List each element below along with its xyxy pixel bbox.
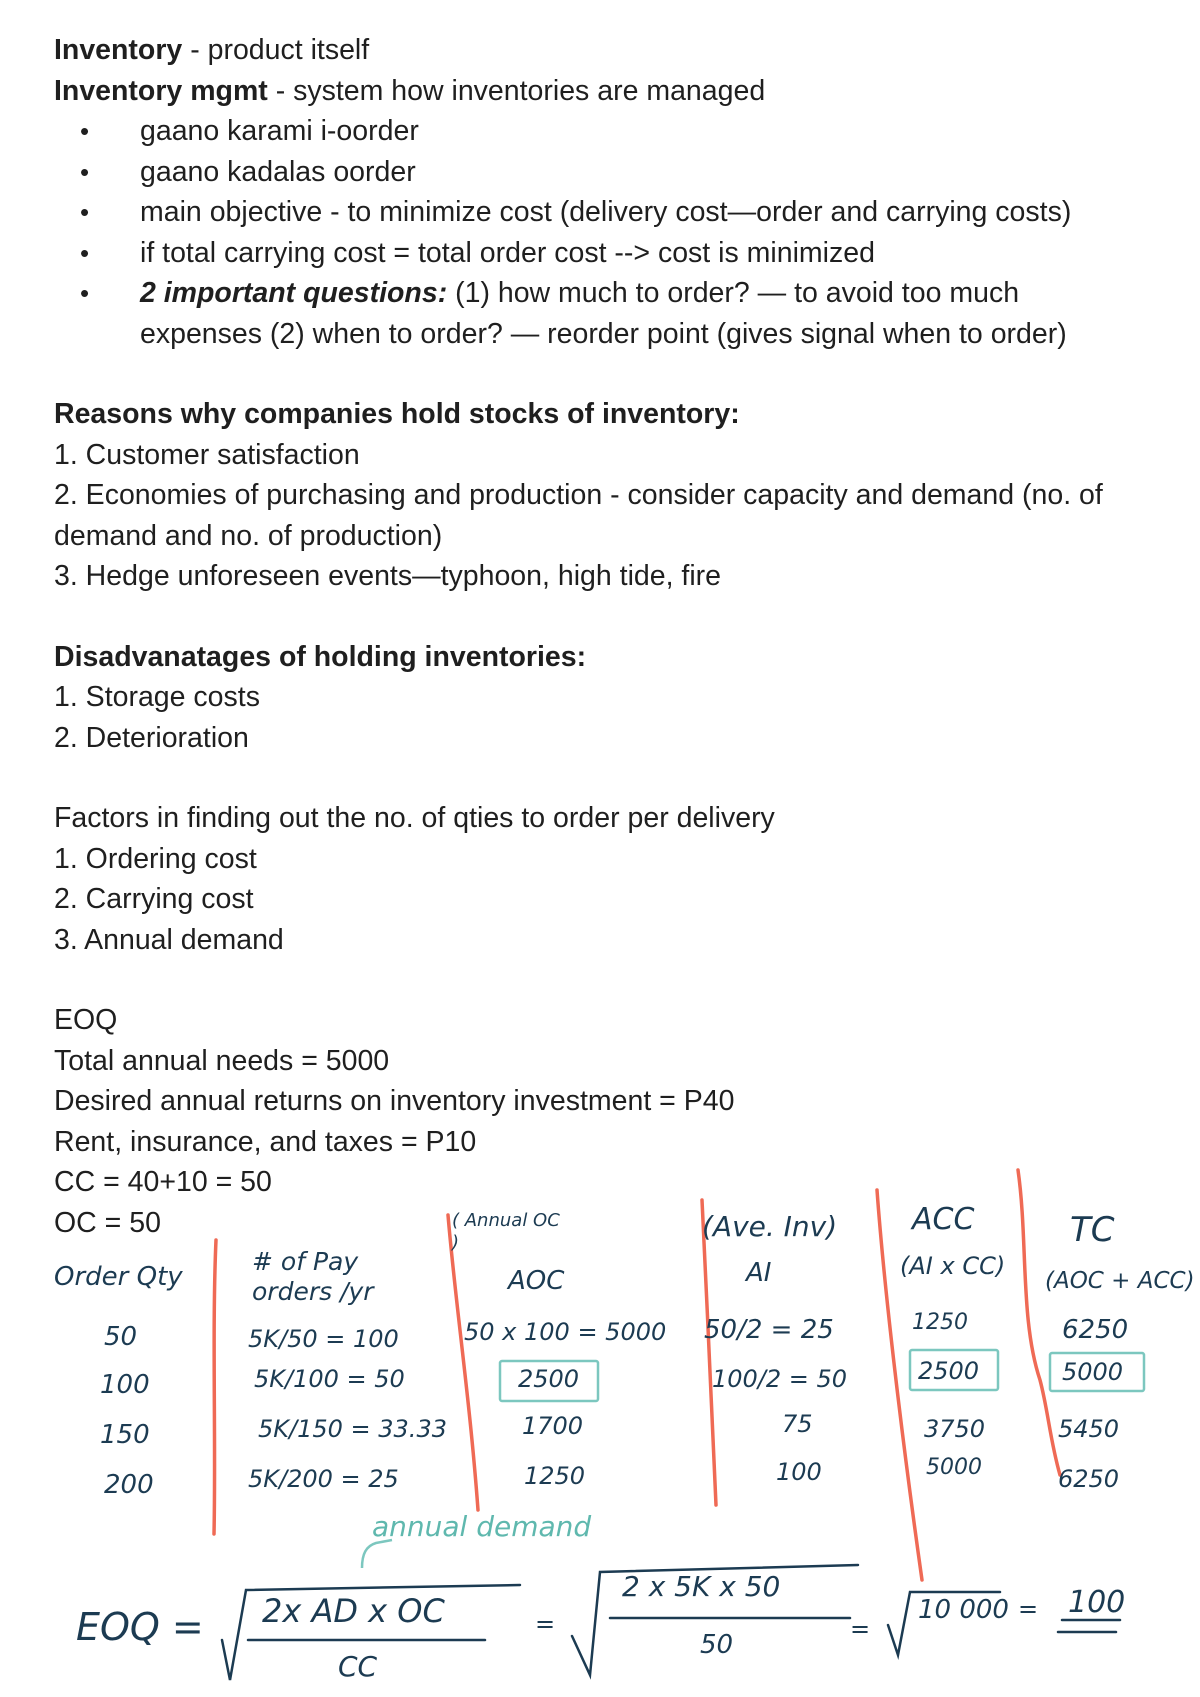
reasons-heading: Reasons why companies hold stocks of inventory: [54,398,740,430]
reason-item: 2. Economies of purchasing and production - consider capacity and demand (no. of demand and no. of production) [54,479,1103,552]
cell-orders: 5K/150 = 33.33 [258,1415,447,1443]
definition-inventory: Inventory - product itself [54,34,370,66]
eoq-line: EOQ [54,1004,118,1036]
cell-ai: 50/2 = 25 [704,1315,834,1345]
cell-aoc: 2500 [518,1365,580,1393]
factor-item: 3. Annual demand [54,923,284,956]
cell-acc: 1250 [912,1310,968,1335]
cell-qty: 200 [104,1470,154,1500]
factor-item: 1. Ordering cost [54,842,257,875]
bullet-item: • gaano karami i-oorder [54,111,1164,152]
cell-aoc: 1700 [522,1412,584,1440]
formula-denominator-value: 50 [700,1630,734,1660]
cell-aoc: 1250 [524,1462,586,1490]
formula-equals: = [850,1615,871,1643]
cell-orders: 5K/50 = 100 [248,1325,399,1353]
cell-ai: 100 [776,1458,822,1486]
cell-acc: 5000 [926,1455,982,1480]
formula-root-value: 10 000 [918,1595,1009,1625]
eoq-line: Total annual needs = 5000 [54,1044,390,1077]
cell-qty: 150 [100,1420,150,1450]
cell-aoc: 50 x 100 = 5000 [464,1318,667,1346]
disadvantage-item: 1. Storage costs [54,681,260,713]
cell-tc: 5000 [1062,1358,1124,1386]
eoq-line: Rent, insurance, and taxes = P10 [54,1125,477,1158]
cell-tc: 5450 [1058,1415,1120,1443]
eoq-line: CC = 40+10 = 50 [54,1166,272,1198]
header-tc: TC [1070,1210,1115,1250]
header-acc-note: (AI x CC) [900,1252,1006,1280]
bullet-item: • if total carrying cost = total order cost --> cost is minimized [54,233,1164,274]
reason-item: 1. Customer satisfaction [54,438,360,471]
header-ai-note: (Ave. Inv) [702,1210,838,1243]
formula-denominator: CC [338,1650,378,1683]
header-ai: AI [746,1258,772,1288]
formula-equals: = [535,1610,556,1638]
cell-tc: 6250 [1058,1465,1120,1493]
reason-item: 3. Hedge unforeseen events—typhoon, high tide, fire [54,560,722,592]
header-acc: ACC [912,1202,975,1237]
factor-item: 2. Carrying cost [54,883,254,915]
formula-numerator: 2x AD x OC [262,1592,445,1630]
annual-demand-annotation: annual demand [372,1510,592,1543]
eoq-line: Desired annual returns on inventory investment = P40 [54,1085,735,1117]
cell-ai: 100/2 = 50 [712,1365,848,1393]
disadvantages-heading: Disadvanatages of holding inventories: [54,640,587,673]
disadvantage-item: 2. Deterioration [54,721,249,754]
cell-ai: 75 [782,1410,813,1438]
header-tc-note: (AOC + ACC) [1045,1268,1195,1294]
cell-acc: 3750 [924,1415,986,1443]
cell-acc: 2500 [918,1357,980,1385]
cell-orders: 5K/100 = 50 [254,1365,405,1393]
bullet-item: • gaano kadalas oorder [54,152,1164,193]
bullet-item: • main objective - to minimize cost (delivery cost—order and carrying costs) [54,192,1164,233]
header-aoc: AOC [508,1266,565,1296]
factors-heading: Factors in finding out the no. of qties to order per delivery [54,802,775,834]
header-order-qty: Order Qty [54,1262,183,1292]
header-num-orders: # of Pay orders /yr [252,1247,374,1306]
formula-lhs: EOQ = [76,1605,204,1649]
header-aoc-note: ( Annual OC ) [452,1210,560,1253]
cell-orders: 5K/200 = 25 [248,1465,399,1493]
formula-numerator-values: 2 x 5K x 50 [622,1570,781,1603]
cell-qty: 50 [104,1322,138,1352]
bullet-item: • 2 important questions: (1) how much to order? — to avoid too much expenses (2) when to order? — reorder point (gives signal when to order) [54,273,1140,354]
cell-qty: 100 [100,1370,150,1400]
definition-inventory-mgmt: Inventory mgmt - system how inventories are managed [54,74,766,107]
formula-equals: = [1018,1595,1039,1623]
cell-tc: 6250 [1062,1315,1129,1345]
formula-result: 100 [1068,1585,1126,1620]
eoq-line: OC = 50 [54,1206,161,1239]
